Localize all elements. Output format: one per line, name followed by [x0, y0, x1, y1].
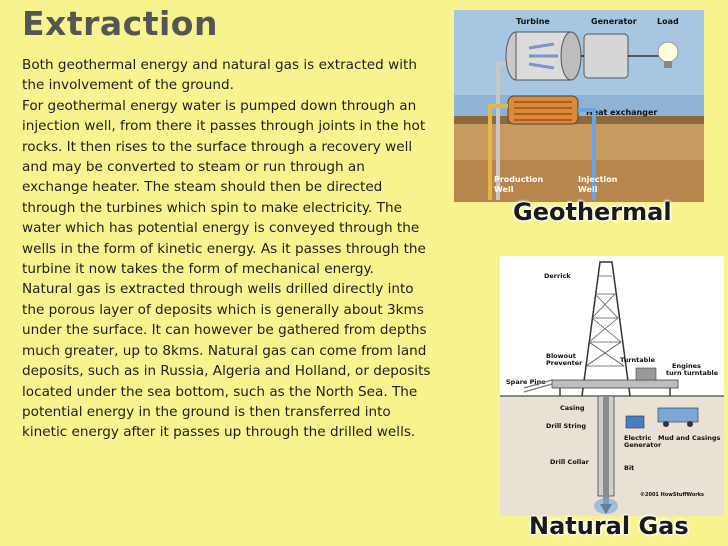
heat-exchanger-label: Heat exchanger — [586, 108, 658, 117]
blowout-label-1: Blowout — [546, 352, 576, 360]
load-label: Load — [657, 17, 679, 26]
body-text — [22, 55, 434, 443]
spare-pipe-label: Spare Pipe — [506, 378, 546, 386]
engines-label-2: turn turntable — [666, 369, 719, 377]
injection-well-label-2: Well — [578, 185, 598, 194]
generator-label: Generator — [591, 17, 637, 26]
paragraph-geothermal: For geothermal energy water is pumped down through an injection well, from there it passes through joints in the hot rocks. It then rises to the surface through a recovery well and may be converted to steam or run through an exchange heater. The steam should then be directed through the turbines which spin to make electricity. The water which has potential energy is conveyed through the wells in the form of kinetic energy. As it passes through the turbine it now takes the form of mechanical energy. — [22, 97, 426, 278]
blowout-label-2: Preventer — [546, 359, 583, 367]
geothermal-diagram — [454, 10, 704, 202]
paragraph-natural-gas: Natural gas is extracted through wells drilled directly into the porous layer of deposits which is generally about 3kms under the surface. It can however be gathered from depths much greater, up to 8kms. Natural gas can come from land deposits, such as in Russia, Algeria and Holland, or deposits located under the sea bottom, such as the North Sea. The potential energy in the ground is then transferred into kinetic energy after it passes up through the drilled wells. — [22, 281, 431, 441]
derrick-label: Derrick — [544, 272, 571, 280]
engines-label-1: Engines — [672, 362, 701, 370]
drill-string-label: Drill String — [546, 422, 587, 430]
production-well-label-2: Well — [494, 185, 514, 194]
natural-gas-caption: Natural Gas — [529, 512, 689, 540]
mud-casings-label: Mud and Casings — [658, 434, 721, 442]
turbine-label: Turbine — [516, 17, 550, 26]
credit-label: ©2001 HowStuffWorks — [640, 492, 705, 498]
electric-generator-label-2: Generator — [624, 441, 662, 449]
paragraph-intro: Both geothermal energy and natural gas is extracted with the involvement of the ground. — [22, 57, 417, 94]
geothermal-caption: Geothermal — [513, 198, 672, 226]
drill-collar-label: Drill Collar — [550, 458, 589, 466]
injection-well-label-1: Injection — [578, 175, 618, 184]
turntable-label: Turntable — [620, 356, 655, 364]
bit-label: Bit — [624, 464, 635, 472]
electric-generator-label-1: Electric — [624, 434, 652, 442]
slide-title: Extraction — [22, 4, 218, 43]
production-well-label-1: Production — [494, 175, 544, 184]
casing-label: Casing — [560, 404, 585, 412]
natural-gas-diagram — [500, 256, 724, 516]
